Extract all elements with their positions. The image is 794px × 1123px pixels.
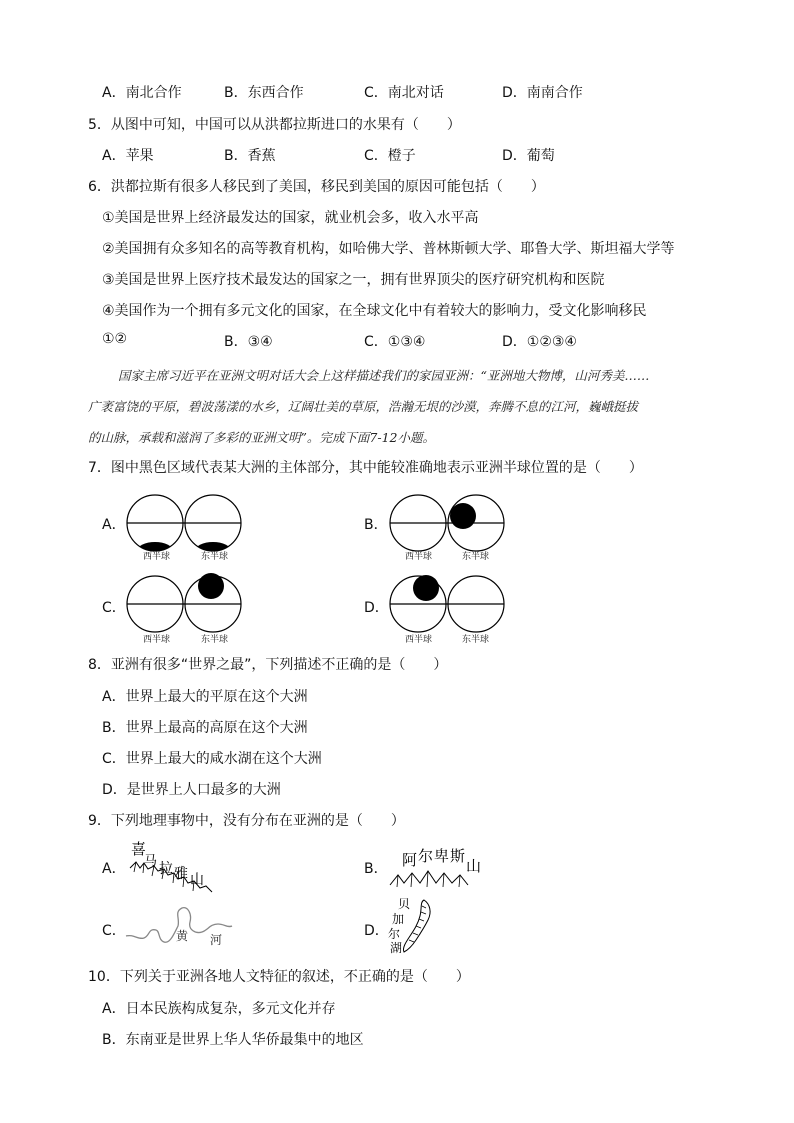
q5-option-b[interactable]: B．香蕉 — [224, 148, 276, 164]
q6-item-4: ④美国作为一个拥有多元文化的国家，在全球文化中有着较大的影响力，受文化影响移民 — [102, 303, 647, 319]
q7-option-b[interactable]: B． — [364, 517, 388, 533]
west-hemisphere-label: 西半球 — [143, 552, 171, 562]
q10-option-b[interactable]: B．东南亚是世界上华人华侨最集中的地区 — [102, 1032, 364, 1048]
river-char: 河 — [210, 933, 223, 947]
intro-line-2: 广袤富饶的平原，碧波荡漾的水乡，辽阔壮美的草原，浩瀚无垠的沙漠，奔腾不息的江河，巍峨挺拔 — [88, 399, 639, 414]
intro-line-3: 的山脉，承载和滋润了多彩的亚洲文明”。完成下面7-12小题。 — [88, 430, 435, 445]
west-hemisphere-label: 西半球 — [143, 635, 171, 645]
alps-char: 山 — [466, 857, 482, 875]
himalaya-char: 拉 — [159, 861, 173, 877]
continent-blob — [450, 503, 476, 529]
q5-option-a[interactable]: A．苹果 — [102, 148, 154, 164]
alps-char: 阿 — [402, 851, 418, 869]
q6-stem: 6．洪都拉斯有很多人移民到了美国，移民到美国的原因可能包括（ ） — [88, 179, 545, 195]
q4-option-b[interactable]: B．东西合作 — [224, 85, 304, 101]
mountain-hatching — [397, 871, 460, 887]
q7-diagram-b — [388, 493, 510, 549]
q6-option-c[interactable]: C．①③④ — [364, 334, 426, 350]
q8-option-a[interactable]: A．世界上最大的平原在这个大洲 — [102, 689, 308, 705]
alps-char: 斯 — [450, 847, 466, 865]
q4-option-a[interactable]: A．南北合作 — [102, 85, 182, 101]
east-hemisphere-label: 东半球 — [462, 552, 490, 562]
q7-diagram-a — [125, 493, 247, 549]
q7-option-a[interactable]: A． — [102, 517, 126, 533]
q7-diagram-c — [125, 572, 247, 632]
q6-item-1: ①美国是世界上经济最发达的国家，就业机会多，收入水平高 — [102, 210, 479, 226]
q10-stem: 10．下列关于亚洲各地人文特征的叙述，不正确的是（ ） — [88, 969, 470, 985]
q6-item-3: ③美国是世界上医疗技术最发达的国家之一，拥有世界顶尖的医疗研究机构和医院 — [102, 272, 605, 288]
mountain-ridge — [390, 871, 468, 885]
himalaya-illustration — [128, 838, 218, 894]
q8-option-d[interactable]: D．是世界上人口最多的大洲 — [102, 782, 281, 798]
q9-option-c[interactable]: C． — [102, 923, 126, 939]
q9-option-a[interactable]: A． — [102, 861, 126, 877]
q6-option-a[interactable]: ①② — [102, 331, 128, 347]
alps-illustration — [388, 843, 484, 891]
q4-option-d[interactable]: D．南南合作 — [502, 85, 583, 101]
east-hemisphere-label: 东半球 — [201, 635, 229, 645]
q9-stem: 9．下列地理事物中，没有分布在亚洲的是（ ） — [88, 813, 405, 829]
himalaya-char: 喜 — [131, 840, 147, 858]
q6-option-d[interactable]: D．①②③④ — [502, 334, 577, 350]
q6-option-b[interactable]: B．③④ — [224, 334, 273, 350]
baikal-illustration — [386, 894, 446, 956]
alps-char: 卑 — [434, 847, 450, 865]
river-char: 黄 — [176, 929, 189, 943]
west-hemisphere-label: 西半球 — [405, 635, 433, 645]
alps-char: 尔 — [418, 847, 434, 865]
q8-option-b[interactable]: B．世界上最高的高原在这个大洲 — [102, 720, 308, 736]
baikal-char: 尔 — [388, 927, 401, 941]
q8-stem: 8．亚洲有很多“世界之最”，下列描述不正确的是（ ） — [88, 657, 448, 673]
q7-option-d[interactable]: D． — [364, 600, 389, 616]
himalaya-char: 马 — [144, 854, 158, 869]
baikal-char: 湖 — [390, 941, 403, 955]
q7-option-c[interactable]: C． — [102, 600, 126, 616]
q5-option-d[interactable]: D．葡萄 — [502, 148, 555, 164]
q4-option-c[interactable]: C．南北对话 — [364, 85, 444, 101]
west-hemisphere-label: 西半球 — [405, 552, 433, 562]
intro-line-1: 国家主席习近平在亚洲文明对话大会上这样描述我们的家园亚洲：“亚洲地大物博，山河秀美…… — [118, 368, 650, 383]
q5-option-c[interactable]: C．橙子 — [364, 148, 416, 164]
q9-option-d[interactable]: D． — [364, 923, 389, 939]
q10-option-a[interactable]: A．日本民族构成复杂，多元文化并存 — [102, 1001, 336, 1017]
continent-blob — [413, 575, 439, 601]
q6-item-2: ②美国拥有众多知名的高等教育机构，如哈佛大学、普林斯顿大学、耶鲁大学、斯坦福大学等 — [102, 241, 675, 257]
baikal-char: 贝 — [398, 897, 411, 911]
east-hemisphere-label: 东半球 — [462, 635, 490, 645]
q8-option-c[interactable]: C．世界上最大的咸水湖在这个大洲 — [102, 751, 322, 767]
q7-stem: 7．图中黑色区域代表某大洲的主体部分，其中能较准确地表示亚洲半球位置的是（ ） — [88, 460, 643, 476]
yellow-river-illustration — [124, 904, 234, 950]
q5-stem: 5．从图中可知，中国可以从洪都拉斯进口的水果有（ ） — [88, 117, 461, 133]
q9-option-b[interactable]: B． — [364, 861, 388, 877]
himalaya-char: 雅 — [174, 866, 188, 882]
baikal-char: 加 — [392, 912, 405, 926]
q7-diagram-d — [388, 572, 510, 632]
himalaya-char: 山 — [190, 872, 204, 888]
east-hemisphere-label: 东半球 — [201, 552, 229, 562]
